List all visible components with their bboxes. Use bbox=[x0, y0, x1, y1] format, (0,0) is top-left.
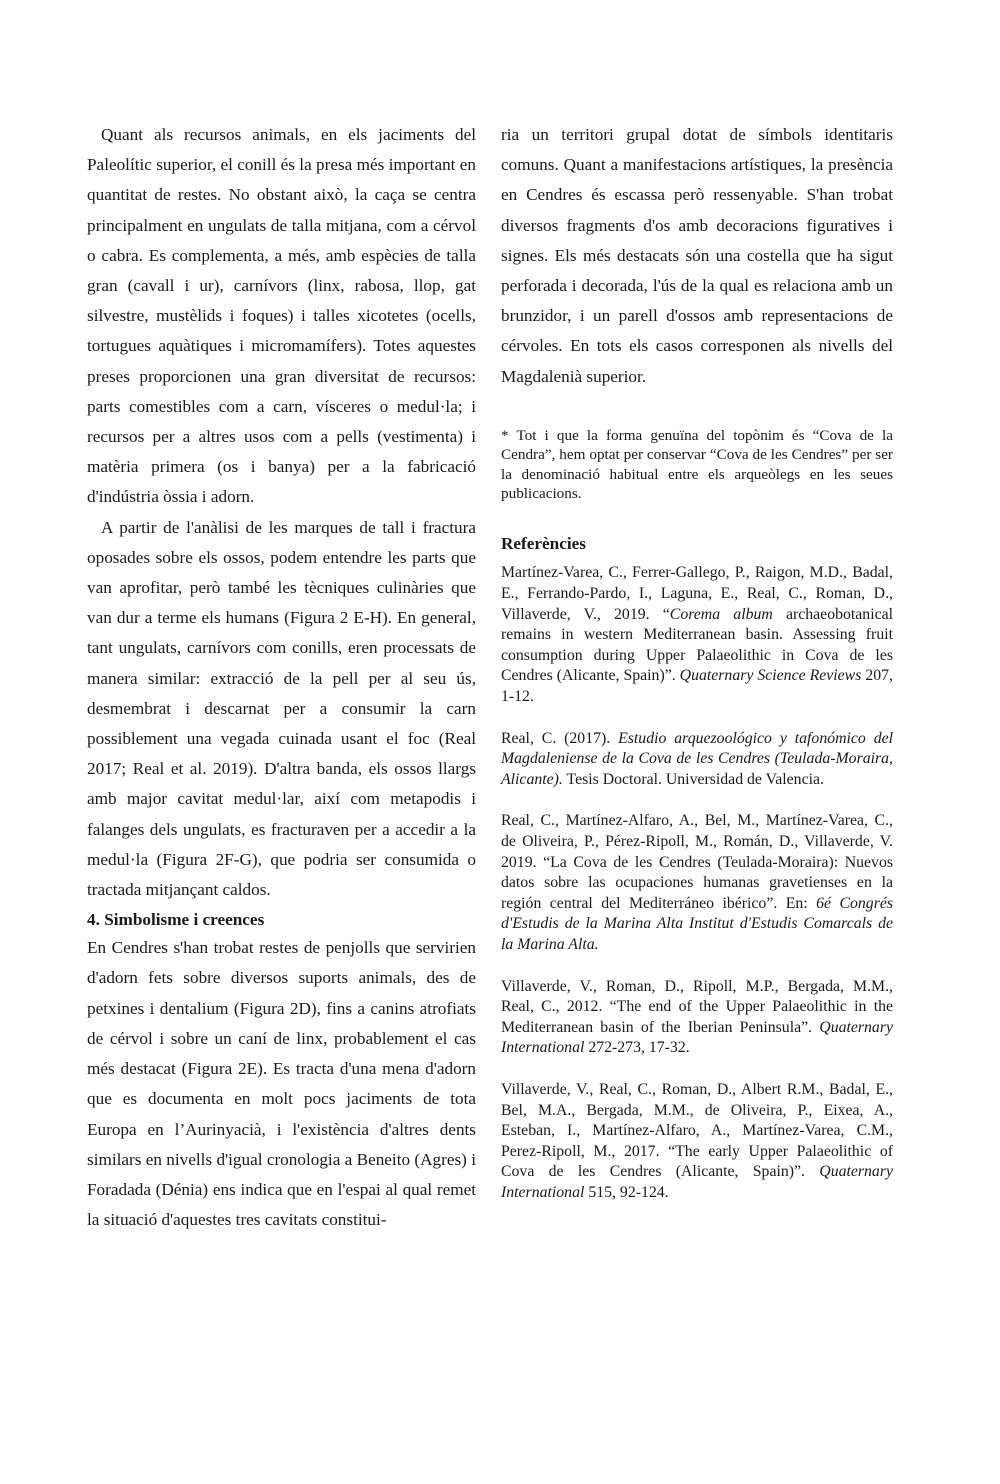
right-column bbox=[501, 120, 893, 1224]
left-column bbox=[87, 120, 476, 1235]
reference-item: Real, C. (2017). Estudio arquezoológico y tafonómico del Magdaleniense de la Cova de les Cendres (Teulada-Moraira, Alicante). Tesis Doctoral. Universidad de Valencia. bbox=[501, 729, 894, 788]
reference-item: Villaverde, V., Real, C., Roman, D., Albert R.M., Badal, E., Bel, M.A., Bergada, M.M., de Oliveira, P., Eixea, A., Esteban, I., Martínez-Alfaro, A., Martínez-Varea, C.M., Perez-Ripoll, M., 2017. “The early Upper Palaeolithic of Cova de les Cendres (Alicante, Spain)”. Quaternary International 515, 92-124. bbox=[501, 1080, 893, 1201]
reference-item: Real, C., Martínez-Alfaro, A., Bel, M., Martínez-Varea, C., de Oliveira, P., Pérez-Ripoll, M., Román, D., Villaverde, V. 2019. “La Cova de les Cendres (Teulada-Moraira): Nuevos datos sobre las ocupaciones humanas gravetienses en la región central del Mediterráneo ibérico”. En: 6é Congrés d'Estudis de la Marina Alta Institut d'Estudis Comarcals de la Marina Alta. bbox=[501, 812, 893, 953]
body-paragraph-animal-resources: Quant als recursos animals, en els jaciments del Paleolític superior, el conill és la presa més important en quantitat de restes. No obstant això, la caça se centra principalment en ungulats de talla mitjana, com a cérvol o cabra. Es complementa, a més, amb espècies de talla gran (cavall i ur), carnívors (linx, rabosa, llop, gat silvestre, mustèlids i foques) i talles xicotetes (ocells, tortugues aquàtiques i micromamífers). Totes aquestes preses proporcionen una gran diversitat de recursos: parts comestibles com a carn, vísceres o medul·la; i recursos per a altres usos com a pells (vestimenta) i matèria primera (os i banya) per a la fabricació d'indústria òssia i adorn. bbox=[87, 125, 476, 507]
references-heading: Referències bbox=[501, 534, 586, 554]
reference-item: Martínez-Varea, C., Ferrer-Gallego, P., Raigon, M.D., Badal, E., Ferrando-Pardo, I., Laguna, E., Real, C., Roman, D., Villaverde, V., 2019. “Corema album archaeobotanical remains in western Mediterranean basin. Assessing fruit consumption during Upper Palaeolithic in Cova de les Cendres (Alicante, Spain)”. Quaternary Science Reviews 207, 1-12. bbox=[501, 564, 893, 706]
body-paragraph-continuation: ria un territori grupal dotat de símbols identitaris comuns. Quant a manifestacions artístiques, la presència en Cendres és escassa però ressenyable. S'han trobat diversos fragments d'os amb decoracions figuratives i signes. Els més destacats són una costella que ha sigut perforada i decorada, l'ús de la qual es relaciona amb un brunzidor, i un parell d'ossos amb representacions de cérvoles. En tots els casos corresponen als nivells del Magdalenià superior. bbox=[501, 125, 893, 386]
section-heading-symbolism: 4. Simbolisme i creences bbox=[87, 910, 265, 930]
reference-item: Villaverde, V., Roman, D., Ripoll, M.P., Bergada, M.M., Real, C., 2012. “The end of the Upper Palaeolithic in the Mediterranean basin of the Iberian Peninsula”. Quaternary International 272-273, 17-32. bbox=[501, 977, 893, 1057]
body-paragraph-cut-marks: A partir de l'anàlisi de les marques de tall i fractura oposades sobre els ossos, podem entendre les parts que van aprofitar, però també les tècniques culinàries que van dur a terme els humans (Figura 2 E-H). En general, tant ungulats, carnívors com conills, eren processats de manera similar: extracció de la pell per al seu ús, desmembrat i descarnat per a consumir la carn possiblement una vegada cuinada usant el foc (Real 2017; Real et al. 2019). D'altra banda, els ossos llargs amb major cavitat medul·lar, així com metapodis i falanges dels ungulats, es fracturaven per a accedir a la medul·la (Figura 2F-G), que podria ser consumida o tractada mitjançant caldos. bbox=[87, 517, 476, 900]
body-paragraph-pendants: En Cendres s'han trobat restes de penjolls que servirien d'adorn fets sobre diversos suports animals, des de petxines i dentalium (Figura 2D), fins a canins atrofiats de cérvol i sobre un caní de linx, probablement el cas més destacat (Figura 2E). Es tracta d'una mena d'adorn que es documenta en molt pocs jaciments de tota Europa en l’Aurinyacià, i l'existència d'altres dents similars en nivells d'igual cronologia a Beneito (Agres) i Foradada (Dénia) ens indica que en l'espai al qual remet la situació d'aquestes tres cavitats constitui- bbox=[87, 938, 476, 1230]
footnote: * Tot i que la forma genuïna del topònim és “Cova de la Cendra”, hem optat per conservar “Cova de les Cendres” per ser la denominació habitual entre els arqueòlegs en les seues publicacions. bbox=[501, 426, 893, 503]
